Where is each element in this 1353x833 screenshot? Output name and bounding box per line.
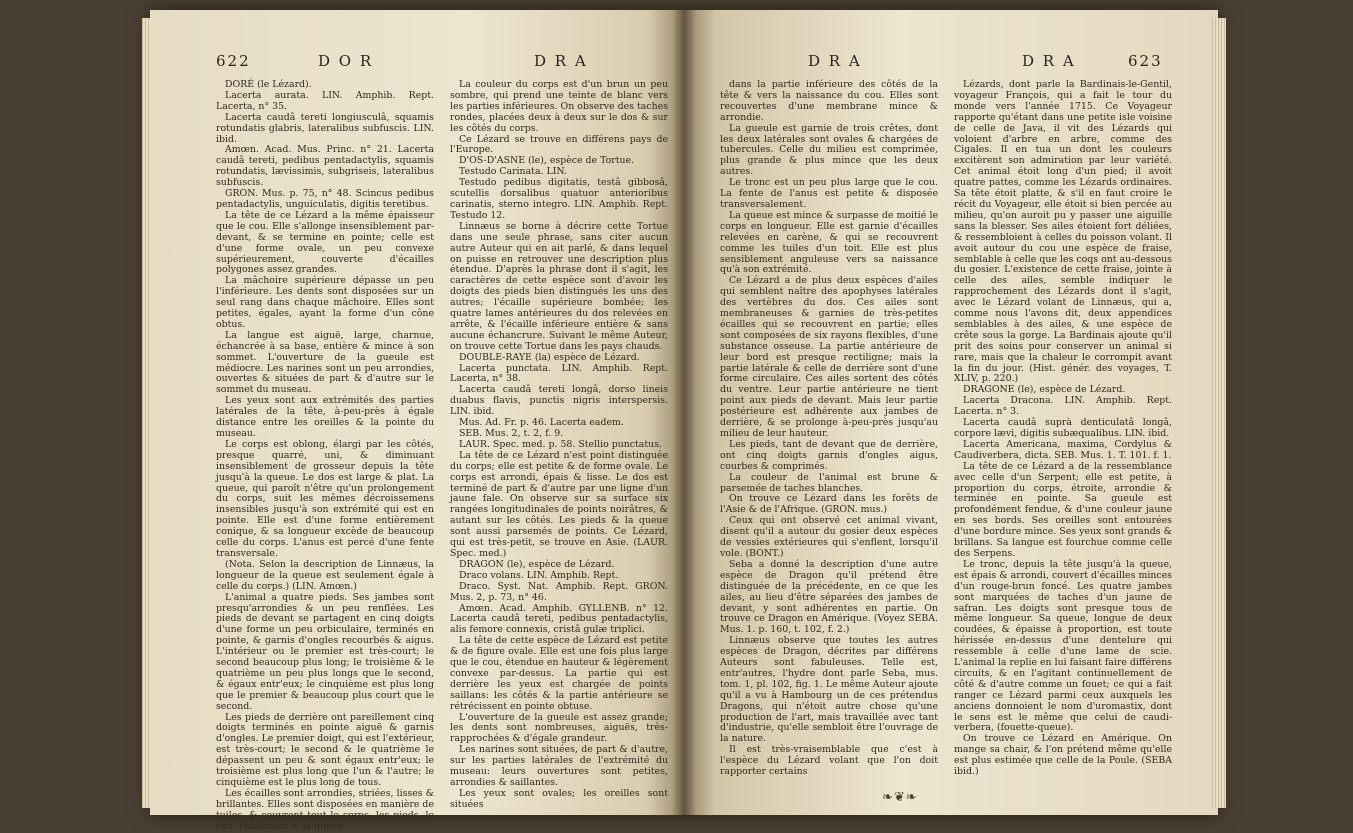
paragraph: Lézards, dont parle la Bardinais-le-Gentil, voyageur François, qui a fait le tour du monde vers l'année 1715. Ce Voyageur rapporte qu'étant dans une petite isle voisine de celle de Java, il vit des Lézards qui voloient d'arbre en arbre, comme des Cigales. Il en tua un dont les couleurs excitèrent son admiration par leur variété. Cet animal étoit long d'un pied; il avoit quatre pattes, comme les Lézards ordinaires. Sa tête étoit platte, & s'il en faut croire le récit du Voyageur, elle étoit si bien percée au milieu, qu'on auroit pu y passer une aiguille sans la blesser. Ses ailes étoient fort déliées, & ressembloient à celles du poisson volant. Il avoit autour du cou une espèce de fraise, semblable à celle que les coqs ont au-dessous du gosier. L'existence de cette fraise, jointe à celle des ailes, semble indiquer le rapprochement des Lézards dont il s'agit, avec le Lézard volant de Linnæus, qui a, comme nous l'avons dit, deux appendices semblables à des ailes, & une espèce de crête sous la gorge. La Bardinais ajoute qu'il prit des soins pour conserver un animal si rare, mais que la chaleur le corrompit avant la fin du jour. (Hist. génér. des voyages, T. XLIV, p. 220.)	[954, 79, 1172, 385]
paragraph: D'OS-D'ASNE (le), espèce de Tortue.	[459, 155, 635, 167]
paragraph: Lacerta caudâ tereti longâ, dorso lineis duabus flavis, punctis nigris interspersis. LIN. ibid.	[450, 384, 668, 418]
paragraph: La tête de ce Lézard a de la ressemblance avec celle d'un Serpent; elle est petite, à proportion du corps, étroite, arrondie & terminée en pointe. Sa gueule est profondément fendue, & d'une couleur jaune en ses bords. Ses oreilles sont entourées d'une bordure mince. Ses yeux sont grands & brillans. Sa langue est fourchue comme celle des Serpens.	[954, 460, 1172, 559]
paragraph: Les écailles sont arrondies, striées, lisses & brillantes. Elles sont disposées en manière de tuiles, & couvrent tout le corps, les pieds, le cou, l'abdomen & la queue.	[216, 787, 434, 832]
paragraph: Draco. Syst. Nat. Amphib. Rept. GRON. Mus. 2, p. 73, n° 46.	[450, 580, 668, 603]
paragraph: dans la partie inférieure des côtés de la tête & vers la naissance du cou. Elles sont recouvertes d'une membrane mince & arrondie.	[720, 79, 938, 123]
paragraph: La mâchoire supérieure dépasse un peu l'inférieure. Les dents sont disposées sur un seul rang dans chaque mâchoire. Elles sont petites, égales, ayant la forme d'un cône obtus.	[216, 275, 434, 330]
paragraph: Testudo Carinata. LIN.	[459, 166, 568, 178]
paragraph: La queue est mince & surpasse de moitié le corps en longueur. Elle est garnie d'écailles relevées en carène, & qui se recouvrent comme les tuiles d'un toit. Elle est plus sensiblement anguleuse vers sa naissance qu'à son extrémité.	[720, 209, 938, 276]
running-head-left	[150, 52, 684, 78]
paragraph: Seba a donné la description d'une autre espèce de Dragon qu'il prétend être distinguée de la précédente, en ce que les ailes, au lieu d'être séparées des jambes de devant, y sont adhérentes en partie. On trouve ce Dragon en Amérique. (Voyez SEBA. Mus. 1. p. 160, t. 102, f. 2.)	[720, 558, 938, 636]
paragraph: Le tronc, depuis la tête jusqu'à la queue, est épais & arrondi, couvert d'écailles minces d'un rouge-brun foncé. Les quatre jambes sont marquées de taches d'un jaune de safran. Les doigts sont presque tous de même longueur. Sa queue, longue de deux coudées, & épaisse à proportion, est toute hérissée en-dessus d'une dentelure qui ressemble à celle d'une lame de scie. L'animal la replie en lui faisant faire différens circuits, & en l'agitant continuellement de côté & d'autre comme un fouet; ce qui a fait ranger ce Lézard parmi ceux auxquels les anciens donnoient le nom d'uromastix, dont le sens est le même que celui de caudi-verbera, (fouette-queue).	[954, 558, 1172, 734]
paragraph: DOUBLE-RAYE (la) espèce de Lézard.	[459, 351, 640, 363]
running-head-right	[684, 52, 1218, 78]
paragraph: Amœn. Acad. Mus. Princ. n° 21. Lacerta caudâ tereti, pedibus pentadactylis, squamis rotundatis, lævissimis, subgriseis, lateralibus subfuscis.	[216, 144, 434, 189]
paragraph: Draco volans. LIN. Amphib. Rept.	[459, 569, 619, 581]
paragraph: La couleur de l'animal est brune & parsemée de taches blanches.	[720, 471, 938, 494]
paragraph: Les yeux sont aux extrémités des parties latérales de la tête, à-peu-près à égale distance entre les oreilles & la pointe du museau.	[216, 395, 434, 439]
page-number: 622	[216, 52, 251, 70]
text-column-2	[450, 79, 668, 810]
headword-right: D R A	[1022, 52, 1076, 70]
paragraph: Les yeux sont ovales; les oreilles sont situées	[450, 787, 668, 810]
page-number: 623	[1128, 52, 1163, 70]
tailpiece-ornament: ❧❦❧	[882, 790, 918, 805]
paragraph: Lacerta punctata. LIN. Amphib. Rept. Lacerta, n° 38.	[450, 362, 668, 385]
paragraph: Ce Lézard a de plus deux espèces d'ailes qui semblent naître des apophyses latérales des vertèbres du dos. Ces ailes sont membraneuses & garnies de très-petites écailles qui se recouvrent en partie; elles sont composées de six rayons flexibles, d'une substance osseuse. La partie antérieure de leur bord est presque rectiligne; mais la partie latérale & celle de derrière sont d'une forme circulaire. Ces ailes sortent des côtés du ventre. Leur partie antérieure ne tient point aux pieds de devant. Mais leur partie postérieure est adhérente aux jambes de derrière, & se prolonge à-peu-près jusqu'au milieu de leur hauteur.	[720, 275, 938, 439]
paragraph: Lacerta caudâ tereti longiusculâ, squamis rotundatis glabris, lateralibus subfuscis. LIN. ibid.	[216, 111, 434, 145]
paragraph: La langue est aiguë, large, charnue, échancrée à sa base, entière & mince à son sommet. L'ouverture de la gueule est médiocre. Les narines sont un peu arrondies, ouvertes & situées de part & d'autre sur le sommet du museau.	[216, 329, 434, 396]
paragraph: Le tronc est un peu plus large que le cou. La fente de l'anus est petite & disposée transversalement.	[720, 177, 938, 210]
text-column-1	[720, 80, 938, 780]
paragraph: (Nota. Selon la description de Linnæus, la longueur de la queue est seulement égale à celle du corps.) (LIN. Amœn.)	[216, 558, 434, 592]
paragraph: DORÉ (le Lézard).	[225, 79, 312, 90]
paragraph: Ce Lézard se trouve en différens pays de l'Europe.	[450, 133, 668, 156]
paragraph: Linnæus observe que toutes les autres espèces de Dragon, décrites par différens Auteurs sont fabuleuses. Telle est, entr'autres, l'hydre dont parle Seba, mus. tom. 1, pl. 102, fig. 1. Le même Auteur ajoute qu'il a vu à Hambourg un de ces prétendus Dragons, qui n'étoit autre chose qu'une production de l'art, mais travaillée avec tant d'industrie, qu'elle sembloit être l'ouvrage de la nature.	[720, 635, 938, 745]
paragraph: Amœn. Acad. Amphib. GYLLENB. n° 12. Lacerta caudâ tereti, pedibus pentadactylis, alis femore connexis, cristâ gulæ triplici.	[450, 602, 668, 636]
paragraph: Les narines sont situées, de part & d'autre, sur les parties latérales de l'extrémité du museau: leurs ouvertures sont petites, arrondies & saillantes.	[450, 744, 668, 788]
headword-right: D R A	[534, 52, 588, 70]
right-page	[684, 10, 1218, 815]
paragraph: Lacerta aurata. LIN. Amphib. Rept. Lacerta, n° 35.	[216, 89, 434, 112]
paragraph: Ceux qui ont observé cet animal vivant, disent qu'il a autour du gosier deux espèces de vessies extérieures qui s'enflent, lorsqu'il vole. (BONT.)	[720, 515, 938, 559]
paragraph: Les pieds, tant de devant que de derrière, ont cinq doigts garnis d'ongles aigus, courbes & comprimés.	[720, 438, 938, 472]
paragraph: Les pieds de derrière ont pareillement cinq doigts terminés en pointe aiguë & garnis d'ongles. Le premier doigt, qui est l'extérieur, est très-court; le second & le quatrième le dépassent un peu & sont égaux entr'eux; le troisième est plus long que l'un & l'autre; le cinquième est le plus long de tous.	[216, 711, 434, 788]
headword-left: D O R	[318, 52, 374, 70]
paragraph: La couleur du corps est d'un brun un peu sombre, qui prend une teinte de blanc vers les parties inférieures. On observe des taches rondes, placées deux à deux sur le dos & sur les côtés du corps.	[450, 79, 668, 134]
paragraph: Testudo pedibus digitatis, testâ gibbosâ, scutellis dorsalibus quatuor anterioribus carinatis, sterno integro. LIN. Amphib. Rept. Testudo 12.	[450, 177, 668, 221]
paragraph: SEB. Mus. 2, t. 2, f. 9.	[459, 428, 564, 439]
paragraph: La tête de ce Lézard a la même épaisseur que le cou. Elle s'allonge insensiblement par-devant, & se termine en pointe; celle est d'une forme ovale, un peu convexe supérieurement, couverte d'écailles polygones assez grandes.	[216, 209, 434, 276]
paragraph: L'ouverture de la gueule est assez grande; les dents sont nombreuses, aiguës, très-rapprochées & d'égale grandeur.	[450, 711, 668, 745]
paragraph: LAUR. Spec. med. p. 58. Stellio punctatus.	[459, 438, 662, 450]
paragraph: Lacerta caudâ suprà denticulatâ longâ, corpore lævi, digitis subæqualibus. LIN. ibid.	[954, 417, 1172, 439]
paragraph: Le corps est oblong, élargi par les côtés, presque quarré, uni, & diminuant insensiblement de grosseur depuis la tête jusqu'à la queue. Le dos est large & plat. La queue, qui paroît n'être qu'un prolongement du corps, suit les mêmes décroissemens insensibles jusqu'à son extrémité qui est en pointe. Elle est d'une forme entièrement conique, & sa longueur excède de beaucoup celle du corps. L'anus est percé d'une fente transversale.	[216, 438, 434, 559]
paragraph: Linnæus se borne à décrire cette Tortue dans une seule phrase, sans citer aucun autre Auteur qui en ait parlé, & dans lequel on puisse en retrouver une description plus étendue. D'après la phrase dont il s'agit, les caractères de cette espèce sont d'avoir les doigts des pieds bien distingués les uns des autres; l'écaille supérieure bombée; les quatre lames antérieures du dos relevées en arrête, & l'écaille inférieure entière & sans aucune échancrure. Suivant le même Auteur, on trouve cette Tortue dans les pays chauds.	[450, 220, 668, 352]
open-book	[150, 10, 1218, 832]
paragraph: Il est très-vraisemblable que c'est à l'espèce du Lézard volant que l'on doit rapporter certains	[720, 744, 938, 778]
paragraph: Lacerta Dracona. LIN. Amphib. Rept. Lacerta. n° 3.	[954, 395, 1172, 418]
paragraph: GRON. Mus. p. 75, n° 48. Scincus pedibus pentadactylis, unguiculatis, digitis teretibus.	[216, 188, 434, 210]
paragraph: La gueule est garnie de trois crêtes, dont les deux latérales sont ovales & chargées de tubercules. Celle du milieu est comprimée, plus grande & plus mince que les deux autres.	[720, 122, 938, 178]
paragraph: La tête de cette espèce de Lézard est petite & de figure ovale. Elle est une fois plus large que le cou, étendue en hauteur & légèrement convexe par-dessus. La partie qui est derrière les yeux est chargée de points saillans: les côtés & la partie antérieure se rétrécissent en pointe obtuse.	[450, 635, 668, 712]
paragraph: On trouve ce Lézard en Amérique. On mange sa chair, & l'on prétend même qu'elle est plus estimée que celle de la Poule. (SEBA ibid.)	[954, 733, 1172, 778]
paragraph: DRAGON (le), espèce de Lézard.	[459, 558, 615, 570]
headword-left: D R A	[808, 52, 862, 70]
paragraph: Lacerta Americana, maxima, Cordylus & Caudiverbera, dicta. SEB. Mus. 1. T. 101. f. 1.	[954, 438, 1172, 461]
left-page	[150, 10, 684, 832]
paragraph: L'animal a quatre pieds. Ses jambes sont presqu'arrondies & un peu renflées. Les pieds de devant se partagent en cinq doigts d'une forme un peu orbiculaire, terminés en pointe, & garnis d'ongles recourbés & aigus. L'intérieur ou le premier est très-court; le second beaucoup plus long; le troisième & le quatrième un peu plus longs que le second, & égaux entr'eux; le cinquième est plus long que le premier & beaucoup plus court que le second.	[216, 591, 434, 712]
page-edge-right	[1212, 18, 1226, 808]
paragraph: Mus. Ad. Fr. p. 46. Lacerta eadem.	[459, 417, 624, 429]
book-spine	[672, 10, 696, 815]
paragraph: DRAGONE (le), espèce de Lézard.	[963, 384, 1126, 396]
paragraph: On trouve ce Lézard dans les forêts de l'Asie & de l'Afrique. (GRON. mus.)	[720, 493, 938, 516]
text-column-1	[216, 79, 434, 832]
paragraph: La tête de ce Lézard n'est point distinguée du corps; elle est petite & de forme ovale. Le corps est arrondi, épais & lisse. Le dos est terminé de part & d'autre par une ligne d'un jaune fale. On observe sur sa surface six rangées longitudinales de points noirâtres, & autant sur les côtés. Les pieds & la queue sont aussi parsemés de points. Ce Lézard, qui est très-petit, se trouve en Asie. (LAUR. Spec. med.)	[450, 449, 668, 559]
text-column-2	[954, 80, 1172, 780]
